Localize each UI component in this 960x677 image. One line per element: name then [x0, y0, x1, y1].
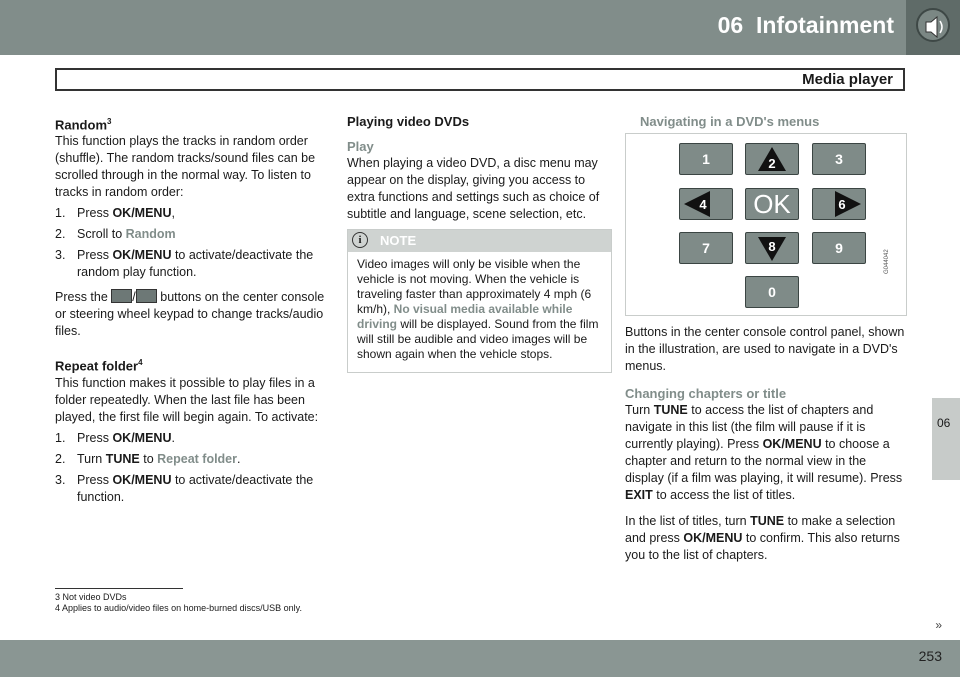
note-box	[347, 229, 612, 373]
prev-track-icon	[136, 289, 157, 303]
list-item: 2. Scroll to Random	[55, 227, 176, 242]
dvd-heading: Playing video DVDs	[347, 114, 470, 129]
key-7: 7	[679, 232, 733, 264]
next-track-icon	[111, 289, 132, 303]
chapter-title: 06 Infotainment	[717, 12, 894, 38]
note-text: Video images will only be visible when the vehicle is not moving. When the vehicle is traveling faster than approximately 4 mph (6 km/h), No visual media available while driving will be displayed. Sound from the film will still be audible and video images will be shown again when the vehicle stops.	[357, 257, 599, 361]
footnote-rule	[55, 588, 183, 589]
play-text: When playing a video DVD, a disc menu may appear on the display, giving you access to extra functions and settings such as choice of subtitle and language, scene selection, etc.	[347, 156, 600, 221]
image-code: G044042	[884, 249, 890, 274]
chapters-text-2: In the list of titles, turn TUNE to make a selection and press OK/MENU to confirm. This also returns you to the list of chapters.	[625, 514, 900, 562]
svg-text:8: 8	[768, 239, 776, 254]
key-2	[745, 143, 799, 175]
footnote-4: 4 Applies to audio/video files on home-burned discs/USB only.	[55, 603, 302, 613]
random-text: This function plays the tracks in random order (shuffle). The random tracks/sound files can be scrolled through in the normal way. To listen to tracks in random order:	[55, 134, 316, 200]
next-page-arrows-icon[interactable]: »	[935, 618, 942, 632]
key-6	[812, 188, 866, 220]
chapters-text-1: Turn TUNE to access the list of chapters and navigate in this list (the film will pause if it is currently playing). Press OK/MENU to choose a chapter and return to the normal view in the display (if a film was playing, it will resume). Press EXIT to access the list of titles.	[625, 403, 903, 502]
svg-text:2: 2	[768, 156, 776, 171]
random-steps	[55, 205, 325, 281]
section-title: Media player	[802, 71, 893, 88]
key-8	[745, 232, 799, 264]
chapters-subheading: Changing chapters or title	[625, 386, 787, 401]
info-icon: i	[352, 232, 368, 248]
key-9: 9	[812, 232, 866, 264]
column-3	[625, 324, 907, 564]
column-2	[347, 113, 612, 223]
repeat-text: This function makes it possible to play files in a folder repeatedly. When the last file has been played, the first file will begin again. To activate:	[55, 375, 319, 424]
chapter-side-tab[interactable]: 06	[932, 398, 960, 480]
page-header	[0, 0, 960, 55]
svg-text:6: 6	[838, 197, 846, 212]
play-subheading: Play	[347, 139, 374, 154]
speaker-icon	[906, 0, 960, 55]
navigate-heading: Navigating in a DVD's menus	[640, 114, 820, 129]
key-0: 0	[745, 276, 799, 308]
column-1	[55, 113, 325, 506]
press-buttons-text: Press the / buttons on the center console or steering wheel keypad to change tracks/audio files.	[55, 290, 325, 339]
control-panel-illustration	[625, 133, 907, 316]
repeat-heading: Repeat folder$^4$	[55, 358, 143, 374]
section-header	[55, 68, 905, 91]
random-heading: Random$^3$	[55, 117, 112, 133]
illustration-caption: Buttons in the center console control panel, shown in the illustration, are used to navigate in a DVD's menus.	[625, 325, 905, 373]
page-footer	[0, 640, 960, 677]
note-label: NOTE	[380, 233, 417, 248]
list-item: 3. Press OK/MENU to activate/deactivate the random play function.	[55, 248, 314, 280]
svg-text:4: 4	[699, 197, 707, 212]
list-item: 1. Press OK/MENU.	[55, 430, 175, 445]
footnote-3: 3 Not video DVDs	[55, 592, 127, 602]
list-item: 1. Press OK/MENU,	[55, 206, 175, 221]
key-4	[679, 188, 733, 220]
list-item: 2. Turn TUNE to Repeat folder.	[55, 451, 241, 466]
key-1: 1	[679, 143, 733, 175]
repeat-steps	[55, 430, 325, 506]
key-3: 3	[812, 143, 866, 175]
page-number: 253	[918, 648, 942, 664]
list-item: 3. Press OK/MENU to activate/deactivate the function.	[55, 472, 314, 504]
column-3-heading	[640, 113, 907, 130]
key-ok: OK	[745, 188, 799, 220]
